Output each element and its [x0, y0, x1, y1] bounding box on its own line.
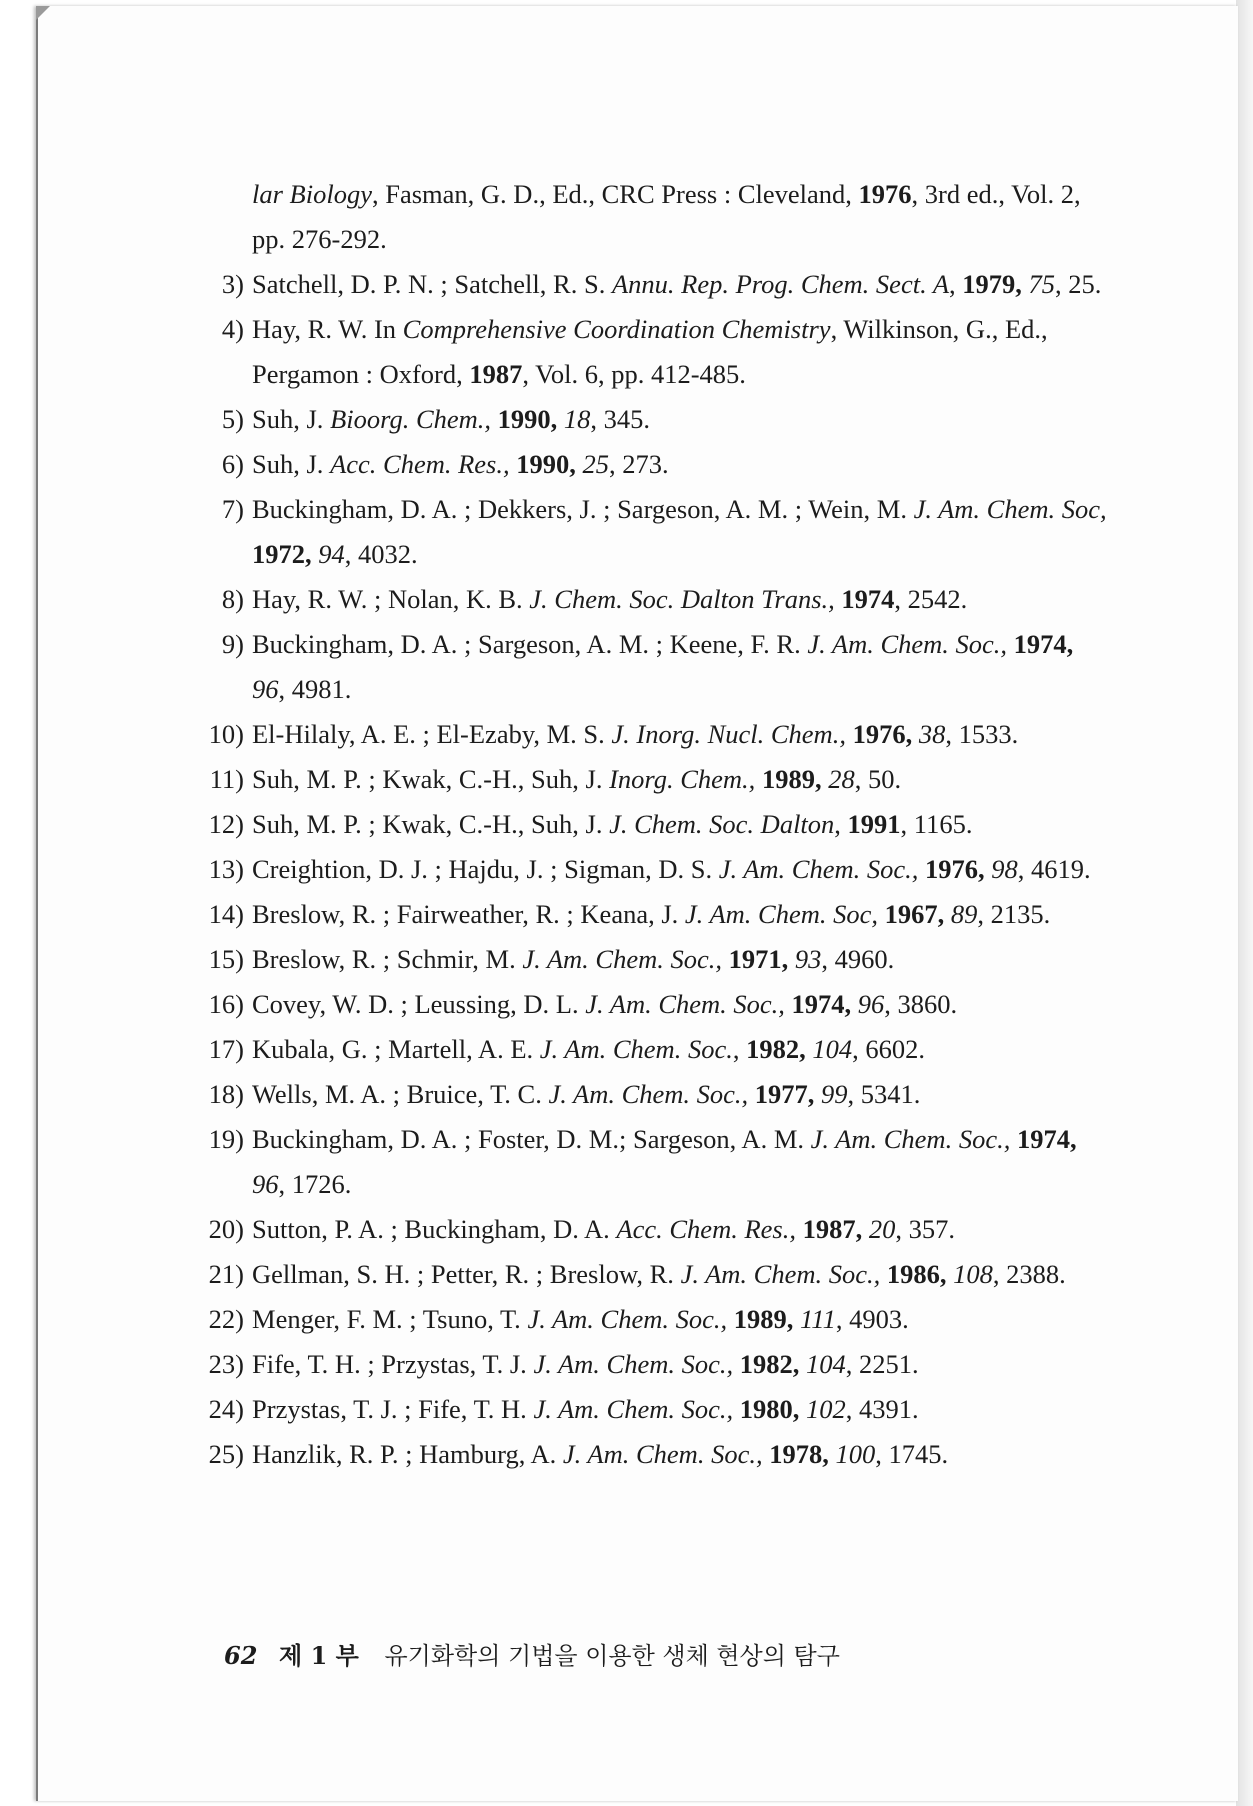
reference-run: , 1533.: [945, 719, 1019, 749]
reference-journal: 96: [252, 1169, 279, 1199]
reference-run: [727, 1304, 734, 1334]
reference-run: , 2542.: [894, 584, 968, 614]
reference-text: [230, 802, 1111, 847]
reference-year: 1979,: [962, 269, 1022, 299]
reference-year: 1982,: [739, 1349, 800, 1379]
reference-run: [796, 1214, 803, 1244]
reference-text: [230, 442, 1111, 487]
reference-run: Suh, J.: [252, 449, 331, 479]
reference-run: Hay, R. W. In: [252, 314, 403, 344]
reference-year: 1972,: [252, 539, 312, 569]
reference-text: [230, 937, 1111, 982]
reference-text: [230, 1432, 1111, 1477]
reference-journal: 20: [868, 1214, 896, 1244]
reference-run: Menger, F. M. ; Tsuno, T.: [252, 1304, 528, 1334]
reference-number: 14): [208, 899, 244, 929]
reference-journal: J. Am. Chem. Soc.,: [680, 1259, 881, 1289]
reference-run: Suh, M. P. ; Kwak, C.-H., Suh, J.: [252, 764, 610, 794]
reference-journal: 108: [953, 1259, 993, 1289]
reference-number: 8): [221, 584, 244, 614]
reference-journal: 111: [800, 1304, 836, 1334]
reference-number: 22): [208, 1304, 244, 1334]
reference-run: Hay, R. W. ; Nolan, K. B.: [252, 584, 530, 614]
reference-run: , 3860.: [884, 989, 958, 1019]
reference-number: 10): [208, 719, 244, 749]
reference-journal: 94: [318, 539, 345, 569]
reference-item: [196, 1072, 1111, 1117]
reference-text: [230, 397, 1111, 442]
reference-item: [196, 982, 1111, 1027]
reference-year: 1986,: [886, 1259, 947, 1289]
reference-run: , 357.: [895, 1214, 955, 1244]
reference-run: , Fasman, G. D., Ed., CRC Press : Cleveland,: [371, 179, 859, 209]
reference-number: 11): [209, 764, 244, 794]
reference-item: [196, 937, 1111, 982]
reference-run: , 2251.: [845, 1349, 919, 1379]
reference-text: [230, 982, 1111, 1027]
reference-text: [230, 622, 1111, 712]
reference-journal: Inorg. Chem.,: [609, 764, 756, 794]
reference-run: [1010, 1124, 1017, 1154]
reference-number: 25): [208, 1439, 244, 1469]
reference-journal: 75: [1028, 269, 1056, 299]
reference-item: [196, 1117, 1111, 1207]
reference-item: [196, 442, 1111, 487]
reference-text: [230, 1342, 1111, 1387]
reference-run: , 4960.: [821, 944, 895, 974]
page-number: 62: [224, 1641, 258, 1670]
reference-text: [230, 577, 1111, 622]
reference-run: , 2135.: [977, 899, 1051, 929]
reference-run: [491, 404, 498, 434]
reference-text: [230, 307, 1111, 397]
reference-run: [788, 944, 795, 974]
reference-run: , 5341.: [847, 1079, 921, 1109]
reference-journal: 93: [794, 944, 822, 974]
reference-number: 24): [208, 1394, 244, 1424]
reference-year: 1974,: [1013, 629, 1074, 659]
reference-run: Suh, M. P. ; Kwak, C.-H., Suh, J.: [252, 809, 610, 839]
reference-journal: 28: [828, 764, 855, 794]
reference-journal: J. Chem. Soc. Dalton Trans.,: [529, 584, 835, 614]
reference-item: [196, 1252, 1111, 1297]
reference-item: [196, 577, 1111, 622]
reference-run: , 273.: [609, 449, 669, 479]
reference-run: , 50.: [854, 764, 902, 794]
reference-year: 1982,: [746, 1034, 806, 1064]
reference-year: 1974,: [791, 989, 852, 1019]
reference-item: [196, 757, 1111, 802]
reference-journal: Bioorg. Chem.,: [330, 404, 492, 434]
reference-item: [196, 1387, 1111, 1432]
reference-year: 1976,: [925, 854, 985, 884]
reference-run: Hanzlik, R. P. ; Hamburg, A.: [252, 1439, 563, 1469]
reference-run: , 3rd ed., Vol. 2, pp. 276-292.: [252, 179, 1081, 254]
reference-run: [785, 989, 792, 1019]
reference-journal: 99: [821, 1079, 848, 1109]
reference-run: Kubala, G. ; Martell, A. E.: [252, 1034, 540, 1064]
reference-run: ,: [732, 1034, 747, 1064]
reference-item: [196, 262, 1111, 307]
reference-journal: 102: [806, 1394, 846, 1424]
reference-run: Przystas, T. J. ; Fife, T. H.: [252, 1394, 534, 1424]
reference-run: [733, 1394, 740, 1424]
page-corner-fold: [36, 6, 50, 20]
reference-text: [230, 487, 1111, 577]
reference-journal: 89: [950, 899, 978, 929]
reference-run: Sutton, P. A. ; Buckingham, D. A.: [252, 1214, 617, 1244]
reference-list: [196, 172, 1111, 1477]
reference-journal: 104: [806, 1349, 846, 1379]
reference-text: [230, 892, 1111, 937]
reference-run: Satchell, D. P. N. ; Satchell, R. S.: [252, 269, 612, 299]
reference-journal: J. Am. Chem. Soc,: [913, 494, 1107, 524]
reference-text: [230, 262, 1111, 307]
reference-number: 9): [221, 629, 244, 659]
reference-run: , 4981.: [278, 674, 352, 704]
part-title: 유기화학의 기법을 이용한 생체 현상의 탐구: [384, 1642, 840, 1670]
reference-year: 1991: [847, 809, 901, 839]
reference-run: , 6602.: [852, 1034, 925, 1064]
reference-run: , 1165.: [900, 809, 973, 839]
reference-number: 13): [208, 854, 244, 884]
reference-item: [196, 892, 1111, 937]
reference-journal: 98: [991, 854, 1018, 884]
reference-run: [880, 1259, 887, 1289]
reference-journal: J. Am. Chem. Soc.,: [533, 1394, 734, 1424]
reference-item: [196, 1297, 1111, 1342]
reference-run: Buckingham, D. A. ; Foster, D. M.; Sargeson, A. M.: [252, 1124, 811, 1154]
reference-text: [230, 847, 1111, 892]
reference-run: , 2388.: [992, 1259, 1066, 1289]
reference-run: Buckingham, D. A. ; Sargeson, A. M. ; Keene, F. R.: [252, 629, 808, 659]
reference-text: [230, 1207, 1111, 1252]
page-edge-shadow: [1236, 0, 1253, 1806]
reference-item: [196, 172, 1111, 262]
reference-year: 1974: [841, 584, 895, 614]
reference-item: [196, 1432, 1111, 1477]
reference-item: [196, 397, 1111, 442]
reference-item: [196, 847, 1111, 892]
reference-run: , 345.: [590, 404, 651, 434]
reference-year: 1977,: [754, 1079, 815, 1109]
reference-run: [722, 944, 729, 974]
reference-number: 6): [221, 449, 244, 479]
reference-journal: 96: [857, 989, 885, 1019]
reference-journal: J. Am. Chem. Soc.,: [718, 854, 919, 884]
reference-year: 1987: [469, 359, 523, 389]
reference-run: ,: [949, 269, 963, 299]
reference-journal: J. Am. Chem. Soc.,: [527, 1304, 728, 1334]
reference-item: [196, 307, 1111, 397]
reference-run: , 4391.: [845, 1394, 919, 1424]
reference-year: 1976: [858, 179, 912, 209]
reference-run: [1022, 269, 1029, 299]
page-footer: [224, 1636, 840, 1671]
reference-run: [878, 899, 885, 929]
reference-run: , 25.: [1055, 269, 1102, 299]
reference-year: 1978,: [769, 1439, 829, 1469]
reference-year: 1987,: [802, 1214, 863, 1244]
reference-run: [557, 404, 564, 434]
reference-text: [230, 1117, 1111, 1207]
reference-run: [846, 719, 853, 749]
reference-item: [196, 487, 1111, 577]
reference-number: 12): [208, 809, 244, 839]
reference-number: 20): [208, 1214, 244, 1244]
reference-item: [196, 1207, 1111, 1252]
reference-item: [196, 1342, 1111, 1387]
reference-run: [576, 449, 583, 479]
reference-journal: 104: [812, 1034, 853, 1064]
reference-run: ,: [834, 809, 848, 839]
reference-journal: 25: [582, 449, 609, 479]
reference-text: [230, 1297, 1111, 1342]
reference-item: [196, 1027, 1111, 1072]
reference-journal: J. Am. Chem. Soc.,: [533, 1349, 734, 1379]
part-label: 제 1 부: [279, 1641, 359, 1670]
reference-journal: Acc. Chem. Res.,: [616, 1214, 796, 1244]
reference-journal: J. Am. Chem. Soc.,: [522, 944, 723, 974]
reference-year: 1990,: [516, 449, 576, 479]
reference-text: [230, 1027, 1111, 1072]
reference-journal: J. Am. Chem. Soc,: [684, 899, 878, 929]
reference-journal: Comprehensive Coordination Chemistry: [402, 314, 831, 344]
reference-run: Gellman, S. H. ; Petter, R. ; Breslow, R.: [252, 1259, 681, 1289]
reference-run: , Wilkinson, G., Ed., Pergamon : Oxford,: [252, 314, 1048, 389]
reference-journal: 38: [918, 719, 946, 749]
reference-year: 1989,: [733, 1304, 794, 1334]
reference-journal: 100: [835, 1439, 876, 1469]
reference-journal: J. Am. Chem. Soc.,: [548, 1079, 749, 1109]
reference-journal: J. Inorg. Nucl. Chem.,: [611, 719, 846, 749]
reference-year: 1980,: [739, 1394, 800, 1424]
reference-year: 1971,: [728, 944, 789, 974]
reference-journal: J. Am. Chem. Soc.: [539, 1034, 733, 1064]
reference-number: 17): [208, 1034, 244, 1064]
reference-number: 18): [208, 1079, 244, 1109]
reference-run: [851, 989, 858, 1019]
reference-number: 5): [221, 404, 244, 434]
reference-run: , 4032.: [344, 539, 418, 569]
reference-text: [230, 172, 1111, 262]
reference-run: Fife, T. H. ; Przystas, T. J.: [252, 1349, 534, 1379]
reference-journal: Acc. Chem. Res.,: [330, 449, 510, 479]
reference-item: [196, 802, 1111, 847]
reference-text: [230, 757, 1111, 802]
reference-run: [912, 719, 919, 749]
reference-run: Suh, J.: [252, 404, 331, 434]
reference-journal: lar Biology: [252, 179, 372, 209]
reference-number: 23): [208, 1349, 244, 1379]
reference-run: Breslow, R. ; Fairweather, R. ; Keana, J.: [252, 899, 685, 929]
reference-text: [230, 712, 1111, 757]
reference-journal: 96: [252, 674, 279, 704]
reference-number: 16): [208, 989, 244, 1019]
reference-run: , Vol. 6, pp. 412-485.: [522, 359, 746, 389]
reference-run: Covey, W. D. ; Leussing, D. L.: [252, 989, 586, 1019]
reference-run: Buckingham, D. A. ; Dekkers, J. ; Sargeson, A. M. ; Wein, M.: [252, 494, 914, 524]
reference-run: , 4903.: [835, 1304, 909, 1334]
reference-journal: J. Am. Chem. Soc.,: [562, 1439, 763, 1469]
reference-run: , 1726.: [278, 1169, 352, 1199]
reference-run: [944, 899, 951, 929]
reference-journal: J. Am. Chem. Soc.,: [810, 1124, 1011, 1154]
reference-journal: 18: [563, 404, 591, 434]
reference-year: 1974,: [1016, 1124, 1077, 1154]
reference-number: 19): [208, 1124, 244, 1154]
reference-text: [230, 1252, 1111, 1297]
reference-journal: J. Chem. Soc. Dalton: [609, 809, 835, 839]
reference-year: 1990,: [497, 404, 558, 434]
reference-number: 3): [221, 269, 244, 299]
reference-text: [230, 1387, 1111, 1432]
reference-run: [1007, 629, 1014, 659]
reference-run: El-Hilaly, A. E. ; El-Ezaby, M. S.: [252, 719, 612, 749]
reference-journal: J. Am. Chem. Soc.,: [585, 989, 785, 1019]
reference-run: , 4619.: [1017, 854, 1091, 884]
reference-number: 4): [221, 314, 244, 344]
reference-run: Creightion, D. J. ; Hajdu, J. ; Sigman, D. S.: [252, 854, 719, 884]
reference-number: 15): [208, 944, 244, 974]
reference-run: [748, 1079, 755, 1109]
reference-item: [196, 712, 1111, 757]
reference-run: Breslow, R. ; Schmir, M.: [252, 944, 523, 974]
reference-year: 1989,: [761, 764, 822, 794]
reference-run: Wells, M. A. ; Bruice, T. C.: [252, 1079, 549, 1109]
reference-run: , 1745.: [875, 1439, 949, 1469]
reference-run: [862, 1214, 869, 1244]
reference-journal: Annu. Rep. Prog. Chem. Sect. A: [611, 269, 950, 299]
reference-text: [230, 1072, 1111, 1117]
reference-item: [196, 622, 1111, 712]
reference-year: 1967,: [884, 899, 945, 929]
reference-number: 7): [221, 494, 244, 524]
reference-number: 21): [208, 1259, 244, 1289]
reference-run: [755, 764, 762, 794]
reference-year: 1976,: [852, 719, 913, 749]
reference-journal: J. Am. Chem. Soc.,: [807, 629, 1008, 659]
reference-run: [733, 1349, 740, 1379]
